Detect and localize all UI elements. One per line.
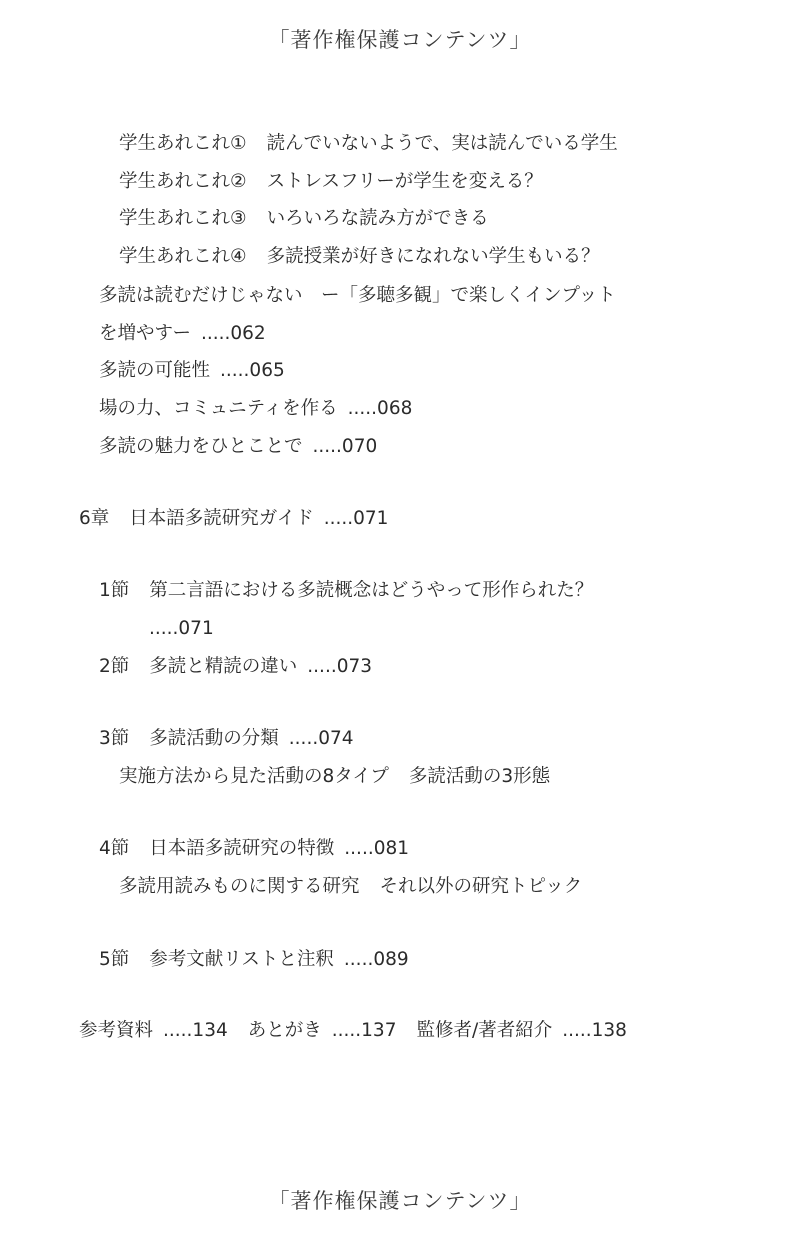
student-item-text: いろいろな読み方ができる — [266, 208, 489, 229]
appendix-title: あとがき — [247, 1020, 322, 1041]
setsu-label: 3節 — [99, 728, 130, 749]
page-number: .....137 — [331, 1020, 397, 1041]
copyright-banner-bottom: 「著作権保護コンテンツ」 — [268, 1189, 532, 1213]
subtopic: 実施方法から見た活動の8タイプ — [119, 766, 389, 787]
page-number: .....062 — [200, 323, 266, 344]
subtopic: 多読用読みものに関する研究 — [119, 876, 360, 897]
chapter-title: 日本語多読研究ガイド — [129, 508, 314, 529]
appendix-title: 監修者/著者紹介 — [416, 1020, 553, 1041]
page-number: .....089 — [343, 949, 409, 970]
subtopic: 多読活動の3形態 — [408, 766, 551, 787]
setsu-label: 5節 — [99, 949, 130, 970]
student-item-label: 学生あれこれ① — [119, 133, 247, 154]
subtopic: それ以外の研究トピック — [379, 876, 583, 897]
toc-chapter-6[interactable] — [79, 508, 388, 530]
chapter-label: 6章 — [79, 508, 110, 529]
toc-setsu-3[interactable] — [99, 728, 354, 750]
toc-student-item-1[interactable] — [119, 133, 618, 155]
student-item-label: 学生あれこれ④ — [119, 246, 247, 267]
student-item-text: 多読授業が好きになれない学生もいる？ — [266, 246, 600, 267]
setsu-title: 第二言語における多読概念はどうやって形作られた？ — [149, 580, 594, 601]
appendix-title: 参考資料 — [79, 1020, 154, 1041]
setsu-label: 1節 — [99, 580, 130, 601]
student-item-text: 読んでいないようで、実は読んでいる学生 — [266, 133, 618, 154]
copyright-banner-top: 「著作権保護コンテンツ」 — [268, 28, 532, 52]
toc-appendix-authors[interactable] — [416, 1020, 626, 1041]
student-item-label: 学生あれこれ② — [119, 171, 247, 192]
toc-setsu-2[interactable] — [99, 656, 372, 678]
page-number: .....070 — [312, 436, 378, 457]
page-number: .....134 — [163, 1020, 228, 1041]
setsu-label: 2節 — [99, 656, 130, 677]
section-title: 場の力、コミュニティを作る — [99, 398, 338, 419]
page-number: .....071 — [323, 508, 389, 529]
toc-appendix-afterword[interactable] — [248, 1020, 397, 1041]
student-item-text: ストレスフリーが学生を変える？ — [266, 171, 543, 192]
page-number: .....065 — [220, 360, 285, 381]
toc-section-tachou-line1[interactable]: 多読は読むだけじゃない ー「多聴多観」で楽しくインプット — [99, 285, 616, 306]
page-number: .....068 — [347, 398, 413, 419]
toc-student-item-4[interactable] — [119, 246, 600, 268]
toc-student-item-2[interactable] — [119, 171, 543, 193]
section-title: 多読の魅力をひとことで — [99, 436, 303, 457]
setsu-title: 多読と精読の違い — [149, 656, 298, 677]
setsu-label: 4節 — [99, 838, 130, 859]
toc-appendix-row — [79, 1020, 627, 1042]
toc-setsu-1-page: .....071 — [149, 618, 214, 639]
section-title: を増やすー — [99, 323, 191, 344]
setsu-title: 参考文献リストと注釈 — [149, 949, 334, 970]
page-number: .....138 — [562, 1020, 627, 1041]
toc-section-tachou-line2[interactable] — [99, 323, 266, 345]
toc-setsu-1[interactable] — [99, 580, 593, 602]
toc-setsu-4[interactable] — [99, 838, 409, 860]
toc-section-community[interactable] — [99, 398, 412, 420]
setsu-title: 日本語多読研究の特徴 — [149, 838, 335, 859]
page-number: .....081 — [344, 838, 410, 859]
toc-setsu-5[interactable] — [99, 949, 409, 971]
toc-section-miryoku[interactable] — [99, 436, 377, 458]
setsu-title: 多読活動の分類 — [149, 728, 279, 749]
section-title: 多読の可能性 — [99, 360, 211, 381]
toc-student-item-3[interactable] — [119, 208, 489, 230]
student-item-label: 学生あれこれ③ — [119, 208, 247, 229]
toc-section-kanousei[interactable] — [99, 360, 285, 382]
toc-setsu-3-subtopics — [119, 766, 550, 788]
page-number: .....073 — [307, 656, 373, 677]
page-number: .....074 — [288, 728, 354, 749]
toc-appendix-reference[interactable] — [79, 1020, 228, 1041]
toc-setsu-4-subtopics — [119, 876, 582, 898]
